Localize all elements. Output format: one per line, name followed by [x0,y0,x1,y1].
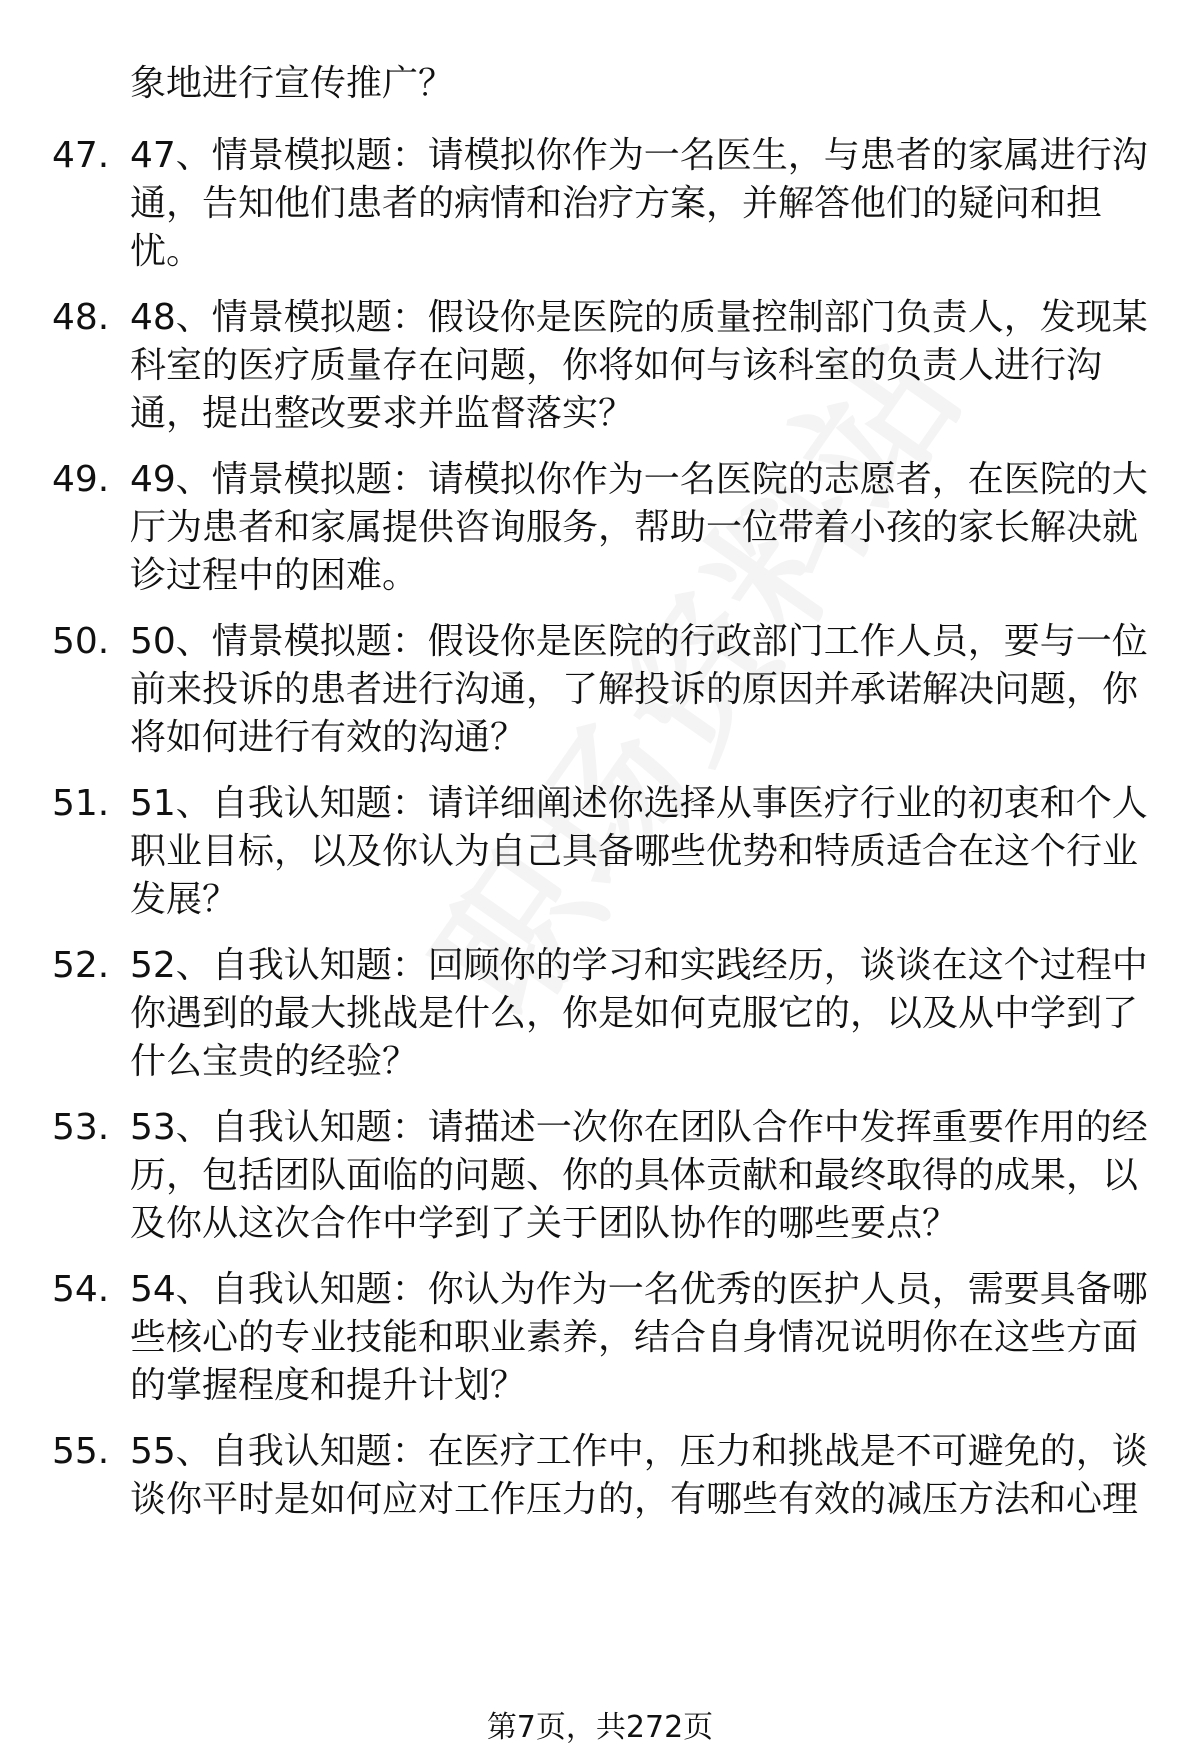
continued-text: 象地进行宣传推广？ [130,63,455,104]
item-text-line: 历，包括团队面临的问题、你的具体贡献和最终取得的成果，以 [130,1155,1139,1196]
item-text [130,618,1150,762]
item-text-line: 厅为患者和家属提供咨询服务，帮助一位带着小孩的家长解决就 [130,507,1139,548]
item-text-line: 通，提出整改要求并监督落实？ [130,393,635,434]
item-number: 50. [52,621,110,662]
item-text [130,1104,1150,1248]
page-number-footer: 第7页，共272页 [486,1710,714,1745]
item-number: 51. [52,783,110,824]
item-text [130,294,1150,438]
item-text-line: 些核心的专业技能和职业素养，结合自身情况说明你在这些方面 [130,1317,1139,1358]
item-number: 52. [52,945,110,986]
item-text [130,1428,1150,1524]
item-text-line: 前来投诉的患者进行沟通，了解投诉的原因并承诺解决问题，你 [130,669,1139,710]
item-text [130,1266,1150,1410]
item-text [130,942,1150,1086]
item-text [130,456,1150,600]
item-text-line: 47、情景模拟题：请模拟你作为一名医生，与患者的家属进行沟 [130,135,1148,176]
item-number: 48. [52,297,110,338]
item-text-line: 职业目标，以及你认为自己具备哪些优势和特质适合在这个行业 [130,831,1139,872]
item-text-line: 55、自我认知题：在医疗工作中，压力和挑战是不可避免的，谈 [130,1431,1148,1472]
item-text-line: 52、自我认知题：回顾你的学习和实践经历，谈谈在这个过程中 [130,945,1148,986]
item-number: 49. [52,459,110,500]
item-text-line: 54、自我认知题：你认为作为一名优秀的医护人员，需要具备哪 [130,1269,1148,1310]
item-text-line: 的掌握程度和提升计划？ [130,1365,527,1406]
item-text-line: 什么宝贵的经验？ [130,1041,419,1082]
item-text-line: 53、自我认知题：请描述一次你在团队合作中发挥重要作用的经 [130,1107,1148,1148]
item-number: 55. [52,1431,110,1472]
item-text-line: 发展？ [130,879,239,920]
item-text-line: 50、情景模拟题：假设你是医院的行政部门工作人员，要与一位 [130,621,1148,662]
item-text-line: 你遇到的最大挑战是什么，你是如何克服它的，以及从中学到了 [130,993,1139,1034]
item-text-line: 48、情景模拟题：假设你是医院的质量控制部门负责人，发现某 [130,297,1148,338]
item-text-line: 及你从这次合作中学到了关于团队协作的哪些要点？ [130,1203,959,1244]
item-text-line: 诊过程中的困难。 [130,555,419,596]
item-text-line: 通，告知他们患者的病情和治疗方案，并解答他们的疑问和担 [130,183,1103,224]
item-text-line: 谈你平时是如何应对工作压力的，有哪些有效的减压方法和心理 [130,1479,1139,1520]
item-text [130,780,1150,924]
item-text-line: 51、自我认知题：请详细阐述你选择从事医疗行业的初衷和个人 [130,783,1148,824]
item-text-line: 49、情景模拟题：请模拟你作为一名医院的志愿者，在医院的大 [130,459,1148,500]
item-number: 54. [52,1269,110,1310]
item-number: 53. [52,1107,110,1148]
item-text-line: 忧。 [130,231,203,272]
item-text [130,132,1150,276]
item-text-line: 将如何进行有效的沟通？ [130,717,527,758]
item-number: 47. [52,135,110,176]
item-text-line: 科室的医疗质量存在问题，你将如何与该科室的负责人进行沟 [130,345,1103,386]
